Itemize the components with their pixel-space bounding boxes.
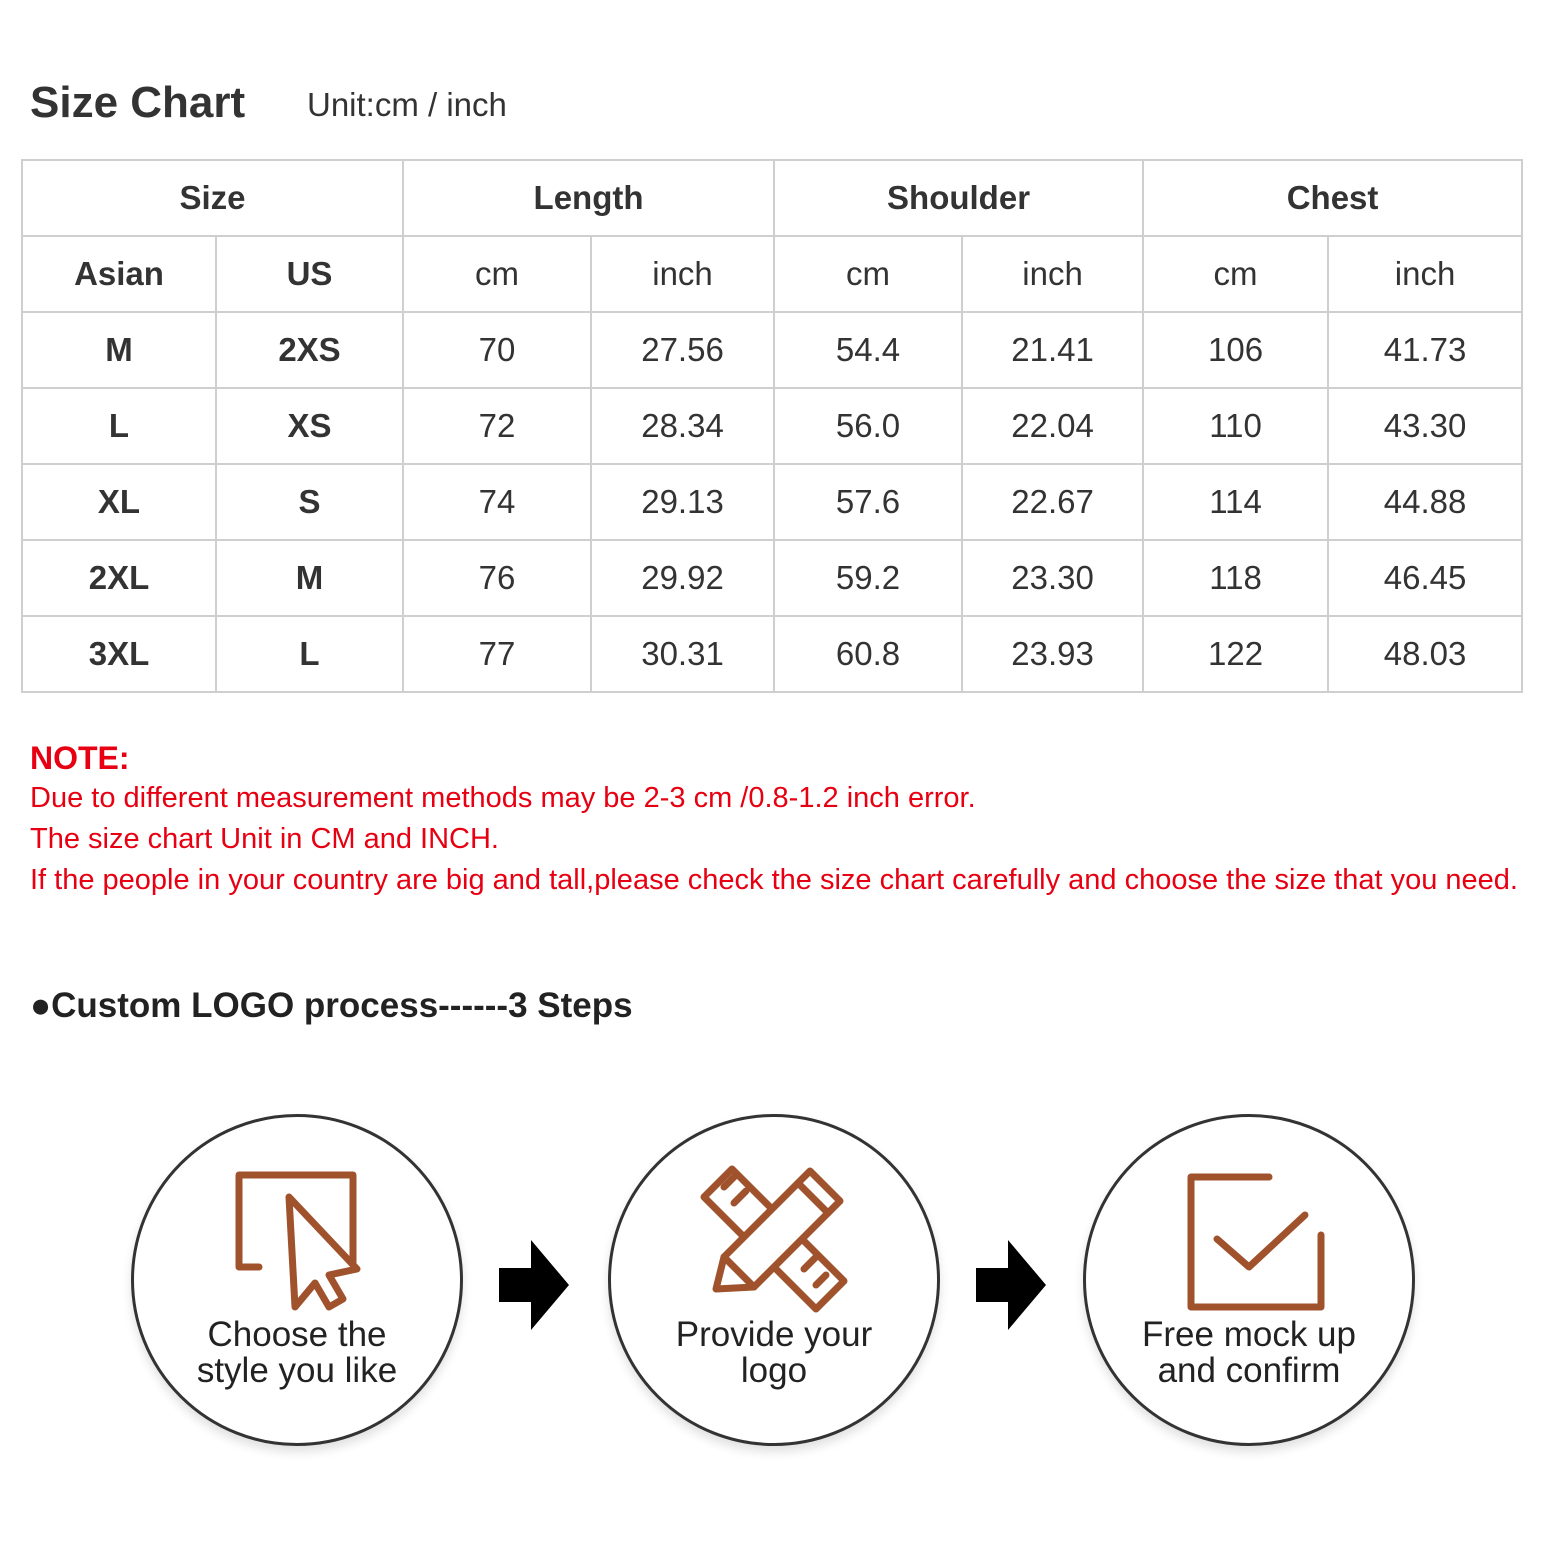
cell-asian-size: XL [22, 464, 216, 540]
step-label [1106, 1317, 1392, 1389]
subheader-chest-inch: inch [1328, 236, 1522, 312]
subheader-us: US [216, 236, 403, 312]
table-row [22, 388, 1522, 464]
subheader-shoulder-cm: cm [774, 236, 962, 312]
sub-header-row [22, 236, 1522, 312]
step-label [631, 1317, 917, 1389]
cell-length-inch: 29.13 [591, 464, 774, 540]
step-label-line: Free mock up [1142, 1315, 1356, 1354]
unit-label: Unit:cm / inch [307, 86, 507, 123]
cell-us-size: S [216, 464, 403, 540]
step-label-line: and confirm [1157, 1351, 1341, 1390]
cell-shoulder-cm: 59.2 [774, 540, 962, 616]
table-row [22, 312, 1522, 388]
cell-asian-size: 2XL [22, 540, 216, 616]
note-line: The size chart Unit in CM and INCH. [30, 823, 499, 855]
cell-length-cm: 72 [403, 388, 591, 464]
subheader-asian: Asian [22, 236, 216, 312]
step-label-line: Provide your [675, 1315, 873, 1354]
step-label-line: Choose the [207, 1315, 387, 1354]
subheader-length-cm: cm [403, 236, 591, 312]
cell-shoulder-cm: 54.4 [774, 312, 962, 388]
cell-chest-inch: 48.03 [1328, 616, 1522, 692]
cell-length-cm: 77 [403, 616, 591, 692]
header-chest: Chest [1143, 160, 1522, 236]
cell-us-size: M [216, 540, 403, 616]
cell-chest-inch: 43.30 [1328, 388, 1522, 464]
cell-shoulder-cm: 60.8 [774, 616, 962, 692]
note-line: If the people in your country are big and tall,please check the size chart carefully and choose the size that you need. [30, 864, 1518, 896]
cell-us-size: L [216, 616, 403, 692]
step-choose-style [131, 1114, 463, 1446]
note-title: NOTE: [30, 740, 130, 776]
step-mock-up [1083, 1114, 1415, 1446]
cell-length-inch: 29.92 [591, 540, 774, 616]
group-header-row [22, 160, 1522, 236]
table-row [22, 616, 1522, 692]
cell-chest-cm: 114 [1143, 464, 1328, 540]
cell-chest-inch: 44.88 [1328, 464, 1522, 540]
cell-asian-size: 3XL [22, 616, 216, 692]
header-shoulder: Shoulder [774, 160, 1143, 236]
size-chart-table [21, 159, 1523, 693]
cell-shoulder-inch: 22.04 [962, 388, 1143, 464]
cell-shoulder-inch: 22.67 [962, 464, 1143, 540]
cell-asian-size: M [22, 312, 216, 388]
process-heading: ●Custom LOGO process------3 Steps [30, 986, 633, 1025]
cursor-select-icon [217, 1157, 377, 1317]
subheader-length-inch: inch [591, 236, 774, 312]
cell-chest-inch: 41.73 [1328, 312, 1522, 388]
step-provide-logo [608, 1114, 940, 1446]
cell-length-cm: 74 [403, 464, 591, 540]
page-title: Size Chart [30, 78, 246, 127]
cell-shoulder-inch: 23.93 [962, 616, 1143, 692]
cell-length-inch: 27.56 [591, 312, 774, 388]
cell-chest-cm: 110 [1143, 388, 1328, 464]
table-row [22, 540, 1522, 616]
cell-shoulder-cm: 56.0 [774, 388, 962, 464]
header-length: Length [403, 160, 774, 236]
table-row [22, 464, 1522, 540]
cell-length-cm: 70 [403, 312, 591, 388]
step-label-line: style you like [196, 1351, 398, 1390]
cell-chest-cm: 122 [1143, 616, 1328, 692]
subheader-chest-cm: cm [1143, 236, 1328, 312]
cell-shoulder-inch: 23.30 [962, 540, 1143, 616]
cell-asian-size: L [22, 388, 216, 464]
step-label-line: logo [740, 1351, 808, 1390]
cell-chest-inch: 46.45 [1328, 540, 1522, 616]
note-line: Due to different measurement methods may be 2-3 cm /0.8-1.2 inch error. [30, 782, 976, 814]
cell-us-size: 2XS [216, 312, 403, 388]
arrow-right-icon [976, 1240, 1046, 1330]
arrow-right-icon [499, 1240, 569, 1330]
cell-us-size: XS [216, 388, 403, 464]
cell-length-inch: 28.34 [591, 388, 774, 464]
checkbox-icon [1169, 1157, 1329, 1317]
note-block [30, 738, 1520, 901]
subheader-shoulder-inch: inch [962, 236, 1143, 312]
cell-shoulder-inch: 21.41 [962, 312, 1143, 388]
pencil-ruler-icon [694, 1157, 854, 1317]
cell-chest-cm: 106 [1143, 312, 1328, 388]
cell-chest-cm: 118 [1143, 540, 1328, 616]
header-size: Size [22, 160, 403, 236]
step-label [154, 1317, 440, 1389]
cell-length-inch: 30.31 [591, 616, 774, 692]
cell-length-cm: 76 [403, 540, 591, 616]
cell-shoulder-cm: 57.6 [774, 464, 962, 540]
